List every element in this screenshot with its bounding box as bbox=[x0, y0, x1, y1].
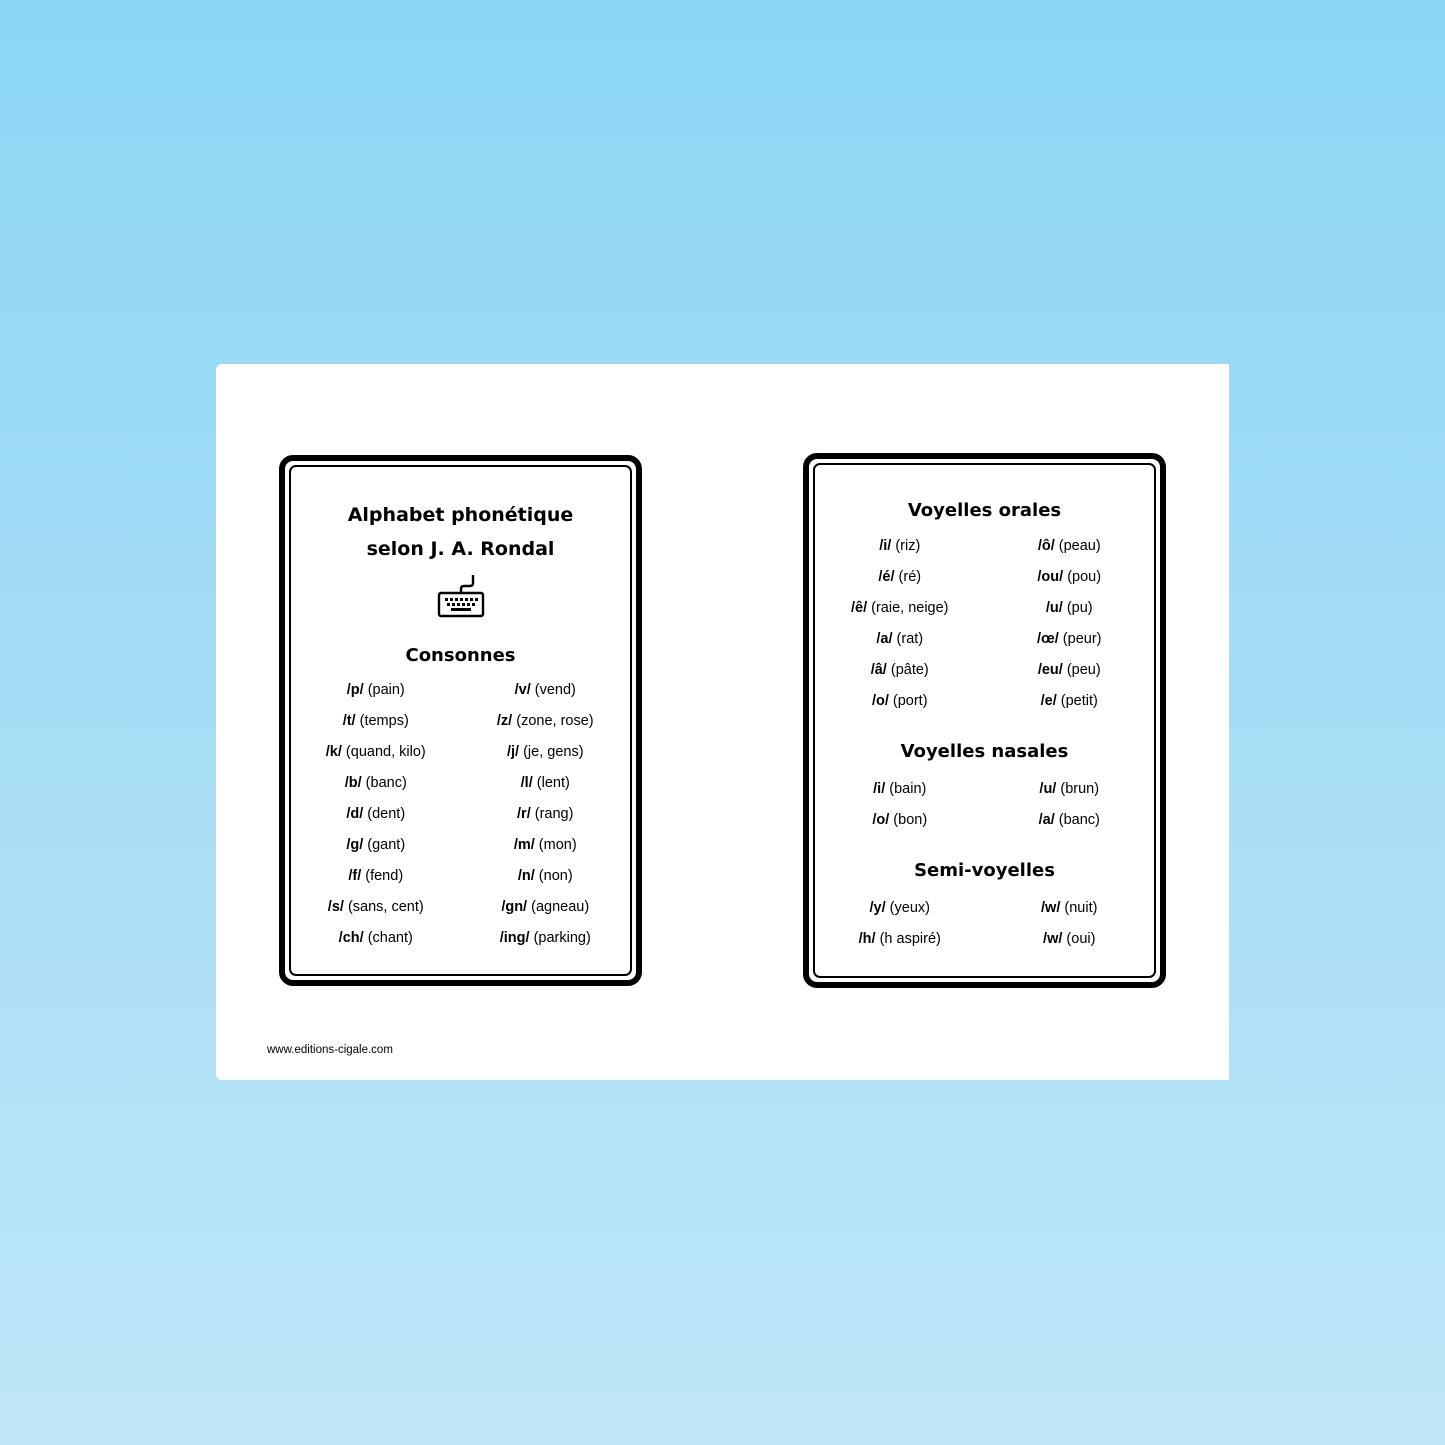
worksheet-page bbox=[216, 364, 1229, 1080]
phoneme-symbol: /s/ bbox=[327, 899, 344, 915]
footer-url: www.editions-cigale.com bbox=[267, 1044, 393, 1056]
phoneme-symbol: /w/ bbox=[1041, 900, 1061, 916]
phoneme-example: (quand, kilo) bbox=[345, 744, 426, 760]
phoneme-symbol: /i/ bbox=[873, 781, 886, 797]
phoneme-example: (nuit) bbox=[1064, 900, 1098, 916]
phoneme-symbol: /b/ bbox=[344, 775, 362, 791]
phoneme-example: (h aspiré) bbox=[879, 931, 941, 947]
keyboard-icon bbox=[437, 573, 485, 619]
phoneme-symbol: /ô/ bbox=[1037, 538, 1055, 554]
phoneme-example: (zone, rose) bbox=[516, 713, 594, 729]
consonants-card bbox=[279, 455, 642, 986]
card-title-line1: Alphabet phonétique bbox=[347, 504, 574, 526]
phoneme-symbol: /f/ bbox=[348, 868, 362, 884]
phoneme-example: (sans, cent) bbox=[347, 899, 424, 915]
phoneme-entry bbox=[985, 562, 1155, 593]
phoneme-example: (je, gens) bbox=[523, 744, 584, 760]
phoneme-entry bbox=[291, 737, 461, 768]
phoneme-symbol: /y/ bbox=[869, 900, 886, 916]
phoneme-entry bbox=[461, 861, 631, 892]
phoneme-symbol: /o/ bbox=[871, 693, 889, 709]
phoneme-symbol: /v/ bbox=[514, 682, 531, 698]
phoneme-entry bbox=[461, 892, 631, 923]
phoneme-example: (banc) bbox=[365, 775, 407, 791]
phoneme-example: (rat) bbox=[896, 631, 924, 647]
phoneme-symbol: /ch/ bbox=[338, 930, 364, 946]
phoneme-entry bbox=[291, 768, 461, 799]
phoneme-symbol: /eu/ bbox=[1037, 662, 1063, 678]
phoneme-entry bbox=[291, 861, 461, 892]
phoneme-entry bbox=[291, 892, 461, 923]
phoneme-symbol: /o/ bbox=[872, 812, 890, 828]
phoneme-symbol: /a/ bbox=[876, 631, 893, 647]
phoneme-example: (yeux) bbox=[889, 900, 930, 916]
phoneme-symbol: /g/ bbox=[346, 837, 364, 853]
phoneme-symbol: /i/ bbox=[879, 538, 892, 554]
phoneme-symbol: /d/ bbox=[346, 806, 364, 822]
phoneme-entry bbox=[815, 774, 985, 805]
phoneme-example: (temps) bbox=[359, 713, 409, 729]
phoneme-example: (peau) bbox=[1058, 538, 1101, 554]
phoneme-symbol: /e/ bbox=[1040, 693, 1057, 709]
phoneme-symbol: /m/ bbox=[513, 837, 535, 853]
phoneme-entry bbox=[985, 655, 1155, 686]
phoneme-entry bbox=[461, 737, 631, 768]
phoneme-entry bbox=[985, 774, 1155, 805]
phoneme-entry bbox=[815, 924, 985, 955]
phoneme-example: (mon) bbox=[538, 837, 577, 853]
phoneme-example: (bain) bbox=[889, 781, 927, 797]
phoneme-entry bbox=[815, 805, 985, 836]
phoneme-symbol: /gn/ bbox=[501, 899, 528, 915]
phoneme-symbol: /u/ bbox=[1039, 781, 1057, 797]
consonants-grid bbox=[291, 675, 630, 954]
phoneme-entry bbox=[815, 655, 985, 686]
phoneme-example: (rang) bbox=[534, 806, 574, 822]
phoneme-entry bbox=[985, 924, 1155, 955]
phoneme-symbol: /n/ bbox=[517, 868, 535, 884]
phoneme-example: (pu) bbox=[1066, 600, 1093, 616]
phoneme-symbol: /ou/ bbox=[1037, 569, 1064, 585]
phoneme-symbol: /a/ bbox=[1038, 812, 1055, 828]
phoneme-symbol: /p/ bbox=[346, 682, 364, 698]
phoneme-entry bbox=[985, 624, 1155, 655]
phoneme-example: (chant) bbox=[367, 930, 413, 946]
phoneme-entry bbox=[461, 923, 631, 954]
phoneme-entry bbox=[985, 531, 1155, 562]
nasal-vowels-grid bbox=[815, 774, 1154, 836]
phoneme-example: (parking) bbox=[533, 930, 591, 946]
section-title-voyelles-orales: Voyelles orales bbox=[907, 500, 1062, 521]
phoneme-entry bbox=[461, 768, 631, 799]
phoneme-example: (petit) bbox=[1060, 693, 1098, 709]
phoneme-example: (riz) bbox=[895, 538, 921, 554]
vowels-card bbox=[803, 453, 1166, 988]
oral-vowels-grid bbox=[815, 531, 1154, 717]
phoneme-symbol: /j/ bbox=[506, 744, 520, 760]
phoneme-example: (brun) bbox=[1060, 781, 1100, 797]
phoneme-example: (ré) bbox=[898, 569, 922, 585]
phoneme-entry bbox=[985, 805, 1155, 836]
card-inner-border bbox=[813, 463, 1156, 978]
phoneme-symbol: /ê/ bbox=[850, 600, 868, 616]
phoneme-example: (vend) bbox=[534, 682, 576, 698]
phoneme-entry bbox=[815, 531, 985, 562]
phoneme-symbol: /t/ bbox=[342, 713, 356, 729]
phoneme-example: (pain) bbox=[367, 682, 405, 698]
phoneme-example: (peur) bbox=[1062, 631, 1102, 647]
section-title-semi-voyelles: Semi-voyelles bbox=[914, 860, 1055, 881]
phoneme-entry bbox=[291, 706, 461, 737]
phoneme-example: (fend) bbox=[365, 868, 404, 884]
phoneme-symbol: /r/ bbox=[517, 806, 531, 822]
phoneme-entry bbox=[461, 830, 631, 861]
phoneme-entry bbox=[985, 686, 1155, 717]
card-title-line2: selon J. A. Rondal bbox=[366, 538, 555, 560]
section-title-voyelles-nasales: Voyelles nasales bbox=[900, 741, 1069, 762]
phoneme-example: (agneau) bbox=[531, 899, 590, 915]
phoneme-symbol: /k/ bbox=[325, 744, 342, 760]
phoneme-example: (dent) bbox=[367, 806, 406, 822]
phoneme-symbol: /l/ bbox=[520, 775, 533, 791]
phoneme-entry bbox=[815, 893, 985, 924]
phoneme-example: (port) bbox=[892, 693, 928, 709]
phoneme-entry bbox=[815, 686, 985, 717]
phoneme-example: (peu) bbox=[1066, 662, 1101, 678]
phoneme-example: (lent) bbox=[536, 775, 570, 791]
phoneme-example: (banc) bbox=[1058, 812, 1100, 828]
phoneme-example: (oui) bbox=[1066, 931, 1096, 947]
phoneme-example: (pou) bbox=[1067, 569, 1102, 585]
phoneme-entry bbox=[291, 830, 461, 861]
phoneme-entry bbox=[291, 923, 461, 954]
phoneme-symbol: /w/ bbox=[1043, 931, 1063, 947]
phoneme-entry bbox=[291, 799, 461, 830]
phoneme-entry bbox=[291, 675, 461, 706]
phoneme-entry bbox=[461, 675, 631, 706]
phoneme-example: (non) bbox=[538, 868, 573, 884]
phoneme-entry bbox=[985, 893, 1155, 924]
phoneme-entry bbox=[815, 593, 985, 624]
phoneme-entry bbox=[461, 799, 631, 830]
phoneme-symbol: /h/ bbox=[858, 931, 876, 947]
semi-vowels-grid bbox=[815, 893, 1154, 955]
phoneme-example: (raie, neige) bbox=[871, 600, 949, 616]
phoneme-example: (bon) bbox=[893, 812, 928, 828]
phoneme-symbol: /z/ bbox=[496, 713, 513, 729]
phoneme-entry bbox=[985, 593, 1155, 624]
section-title-consonnes: Consonnes bbox=[405, 645, 516, 666]
phoneme-symbol: /é/ bbox=[878, 569, 895, 585]
phoneme-example: (gant) bbox=[367, 837, 406, 853]
phoneme-symbol: /ing/ bbox=[499, 930, 530, 946]
phoneme-entry bbox=[815, 562, 985, 593]
phoneme-symbol: /œ/ bbox=[1037, 631, 1059, 647]
phoneme-symbol: /u/ bbox=[1045, 600, 1063, 616]
card-inner-border bbox=[289, 465, 632, 976]
phoneme-symbol: /â/ bbox=[870, 662, 887, 678]
phoneme-entry bbox=[815, 624, 985, 655]
phoneme-example: (pâte) bbox=[890, 662, 929, 678]
phoneme-entry bbox=[461, 706, 631, 737]
